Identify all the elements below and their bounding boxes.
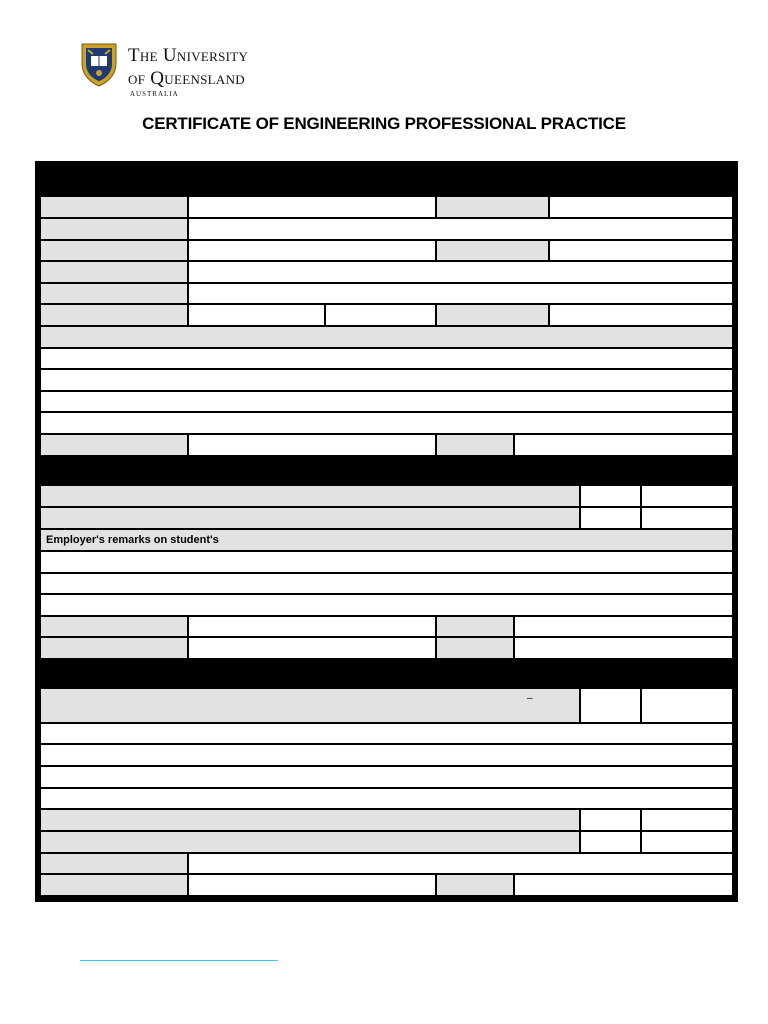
s1-r6-field-b[interactable] — [326, 305, 435, 325]
s1-r2-field[interactable] — [189, 219, 732, 239]
s3-r6-label — [41, 810, 579, 830]
s1-r8-field[interactable] — [41, 349, 732, 368]
university-name — [128, 44, 248, 98]
s1-r12-field-a[interactable] — [189, 435, 435, 455]
s1-r5-field[interactable] — [189, 284, 732, 303]
s1-r3-field-a[interactable] — [189, 241, 435, 260]
s1-r4-label — [41, 262, 187, 282]
s3-r5-field[interactable] — [41, 789, 732, 808]
s2-r6-field-b[interactable] — [515, 617, 732, 636]
s1-r4-field[interactable] — [189, 262, 732, 282]
s3-r9-field-a[interactable] — [189, 875, 435, 895]
s1-r6-label-a — [41, 305, 187, 325]
s1-r12-label-a — [41, 435, 187, 455]
s3-r2-field[interactable] — [41, 724, 732, 743]
s1-r10-field[interactable] — [41, 392, 732, 411]
s2-r6-label-b — [437, 617, 513, 636]
s1-r1-label-b — [437, 197, 548, 217]
s1-r9-field[interactable] — [41, 370, 732, 390]
s1-r6-field-c[interactable] — [550, 305, 732, 325]
s3-r6-field-b[interactable] — [642, 810, 732, 830]
s2-remarks-field-3[interactable] — [41, 595, 732, 615]
s3-r3-field[interactable] — [41, 745, 732, 765]
university-country: AUSTRALIA — [130, 90, 179, 98]
s3-r9-label-b — [437, 875, 513, 895]
document-title: CERTIFICATE OF ENGINEERING PROFESSIONAL PRACTICE — [142, 114, 626, 133]
s3-r4-field[interactable] — [41, 767, 732, 787]
s2-remarks-field-1[interactable] — [41, 552, 732, 572]
s2-r1-field-b[interactable] — [642, 486, 732, 506]
certificate-form — [35, 161, 738, 902]
s3-r7-field-a[interactable] — [581, 832, 640, 852]
s1-r1-field-a[interactable] — [189, 197, 435, 217]
hyperlink-underline[interactable] — [80, 960, 278, 961]
s3-r8-field[interactable] — [189, 854, 732, 873]
s3-r6-field-a[interactable] — [581, 810, 640, 830]
s1-r3-field-b[interactable] — [550, 241, 732, 260]
s1-r6-label-b — [437, 305, 548, 325]
university-name-line2: of Queensland — [128, 68, 245, 89]
s2-r6-label-a — [41, 617, 187, 636]
university-logo — [80, 42, 280, 98]
s3-r1-field-a[interactable] — [581, 689, 640, 722]
s2-r7-label-a — [41, 638, 187, 658]
s3-r7-field-b[interactable] — [642, 832, 732, 852]
s2-r7-field-b[interactable] — [515, 638, 732, 658]
s1-r12-field-b[interactable] — [515, 435, 732, 455]
s2-r7-label-b — [437, 638, 513, 658]
s3-r1-label — [41, 689, 579, 722]
s1-r12-label-b — [437, 435, 513, 455]
s3-r1-field-b[interactable] — [642, 689, 732, 722]
s1-r3-label-a — [41, 241, 187, 260]
s3-r7-label — [41, 832, 579, 852]
university-name-line1: The University — [128, 45, 249, 66]
s1-r1-label-a — [41, 197, 187, 217]
s2-remarks-field-2[interactable] — [41, 574, 732, 593]
s2-r7-field-a[interactable] — [189, 638, 435, 658]
s2-r2-field-a[interactable] — [581, 508, 640, 528]
employer-remarks-label: Employer's remarks on student's — [41, 530, 732, 550]
s1-r11-field[interactable] — [41, 413, 732, 433]
s3-r8-label — [41, 854, 187, 873]
s1-r7-label — [41, 327, 732, 347]
s2-r6-field-a[interactable] — [189, 617, 435, 636]
s3-r9-field-b[interactable] — [515, 875, 732, 895]
s1-r3-label-b — [437, 241, 548, 260]
s1-r6-field-a[interactable] — [189, 305, 324, 325]
section3-dash: – — [527, 693, 533, 704]
crest-icon — [80, 42, 118, 88]
s2-r1-label — [41, 486, 579, 506]
s1-r5-label — [41, 284, 187, 303]
s2-r2-label — [41, 508, 579, 528]
s2-r2-field-b[interactable] — [642, 508, 732, 528]
s1-r1-field-b[interactable] — [550, 197, 732, 217]
s2-r1-field-a[interactable] — [581, 486, 640, 506]
s3-r9-label-a — [41, 875, 187, 895]
s1-r2-label — [41, 219, 187, 239]
